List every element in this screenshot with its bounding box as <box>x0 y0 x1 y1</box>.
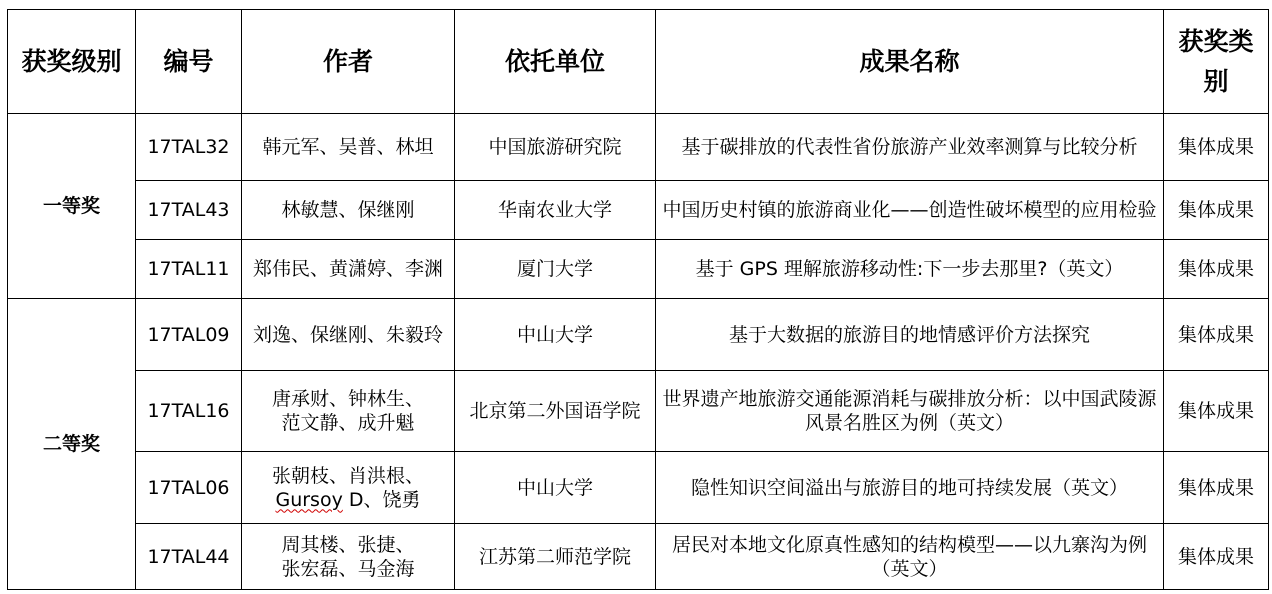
code-cell: 17TAL06 <box>136 452 242 524</box>
authors-line: 郑伟民、黄潇婷、李渊 <box>252 258 443 280</box>
title-cell: 居民对本地文化原真性感知的结构模型——以九寨沟为例（英文） <box>656 524 1164 590</box>
title-cell: 基于大数据的旅游目的地情感评价方法探究 <box>656 299 1164 371</box>
header-category: 获奖类别 <box>1164 10 1269 114</box>
spellcheck-underline: Gursoy <box>275 488 343 511</box>
authors-line: Gursoy D、饶勇 <box>275 488 421 511</box>
unit-cell: 中山大学 <box>455 299 656 371</box>
category-cell: 集体成果 <box>1164 299 1269 371</box>
authors-line: 周其楼、张捷、 <box>281 533 415 556</box>
authors-line: 张朝枝、肖洪根、 <box>271 464 424 487</box>
table-row <box>8 114 1269 181</box>
authors-line: 韩元军、吴普、林坦 <box>262 136 434 158</box>
award-level-cell: 二等奖 <box>8 299 136 590</box>
category-cell: 集体成果 <box>1164 524 1269 590</box>
authors-cell <box>242 114 455 181</box>
unit-cell: 北京第二外国语学院 <box>455 371 656 452</box>
category-cell: 集体成果 <box>1164 452 1269 524</box>
authors-line: 张宏磊、马金海 <box>281 557 415 580</box>
category-cell: 集体成果 <box>1164 114 1269 181</box>
code-cell: 17TAL11 <box>136 240 242 299</box>
category-cell: 集体成果 <box>1164 181 1269 240</box>
unit-cell: 江苏第二师范学院 <box>455 524 656 590</box>
authors-line: 林敏慧、保继刚 <box>281 199 415 221</box>
header-unit: 依托单位 <box>455 10 656 114</box>
code-cell: 17TAL09 <box>136 299 242 371</box>
authors-cell <box>242 452 455 524</box>
header-row <box>8 10 1269 114</box>
authors-cell <box>242 524 455 590</box>
authors-cell <box>242 371 455 452</box>
authors-cell <box>242 299 455 371</box>
header-title: 成果名称 <box>656 10 1164 114</box>
category-cell: 集体成果 <box>1164 240 1269 299</box>
award-level-cell: 一等奖 <box>8 114 136 299</box>
table-row <box>8 240 1269 299</box>
title-cell: 世界遗产地旅游交通能源消耗与碳排放分析：以中国武陵源风景名胜区为例（英文） <box>656 371 1164 452</box>
title-cell: 隐性知识空间溢出与旅游目的地可持续发展（英文） <box>656 452 1164 524</box>
unit-cell: 厦门大学 <box>455 240 656 299</box>
table-row <box>8 371 1269 452</box>
authors-line: 范文静、成升魁 <box>281 412 415 434</box>
header-level: 获奖级别 <box>8 10 136 114</box>
title-cell: 基于碳排放的代表性省份旅游产业效率测算与比较分析 <box>656 114 1164 181</box>
authors-cell <box>242 240 455 299</box>
award-table <box>7 9 1269 590</box>
authors-line: 刘逸、保继刚、朱毅玲 <box>252 323 443 346</box>
authors-line: 唐承财、钟林生、 <box>271 388 424 410</box>
table-row <box>8 524 1269 590</box>
header-code: 编号 <box>136 10 242 114</box>
code-cell: 17TAL44 <box>136 524 242 590</box>
header-authors: 作者 <box>242 10 455 114</box>
table-row <box>8 299 1269 371</box>
category-cell: 集体成果 <box>1164 371 1269 452</box>
unit-cell: 中国旅游研究院 <box>455 114 656 181</box>
unit-cell: 华南农业大学 <box>455 181 656 240</box>
table-row <box>8 181 1269 240</box>
code-cell: 17TAL32 <box>136 114 242 181</box>
title-cell: 基于 GPS 理解旅游移动性:下一步去那里?（英文） <box>656 240 1164 299</box>
table-row <box>8 452 1269 524</box>
authors-cell <box>242 181 455 240</box>
code-cell: 17TAL43 <box>136 181 242 240</box>
code-cell: 17TAL16 <box>136 371 242 452</box>
title-cell: 中国历史村镇的旅游商业化——创造性破坏模型的应用检验 <box>656 181 1164 240</box>
unit-cell: 中山大学 <box>455 452 656 524</box>
